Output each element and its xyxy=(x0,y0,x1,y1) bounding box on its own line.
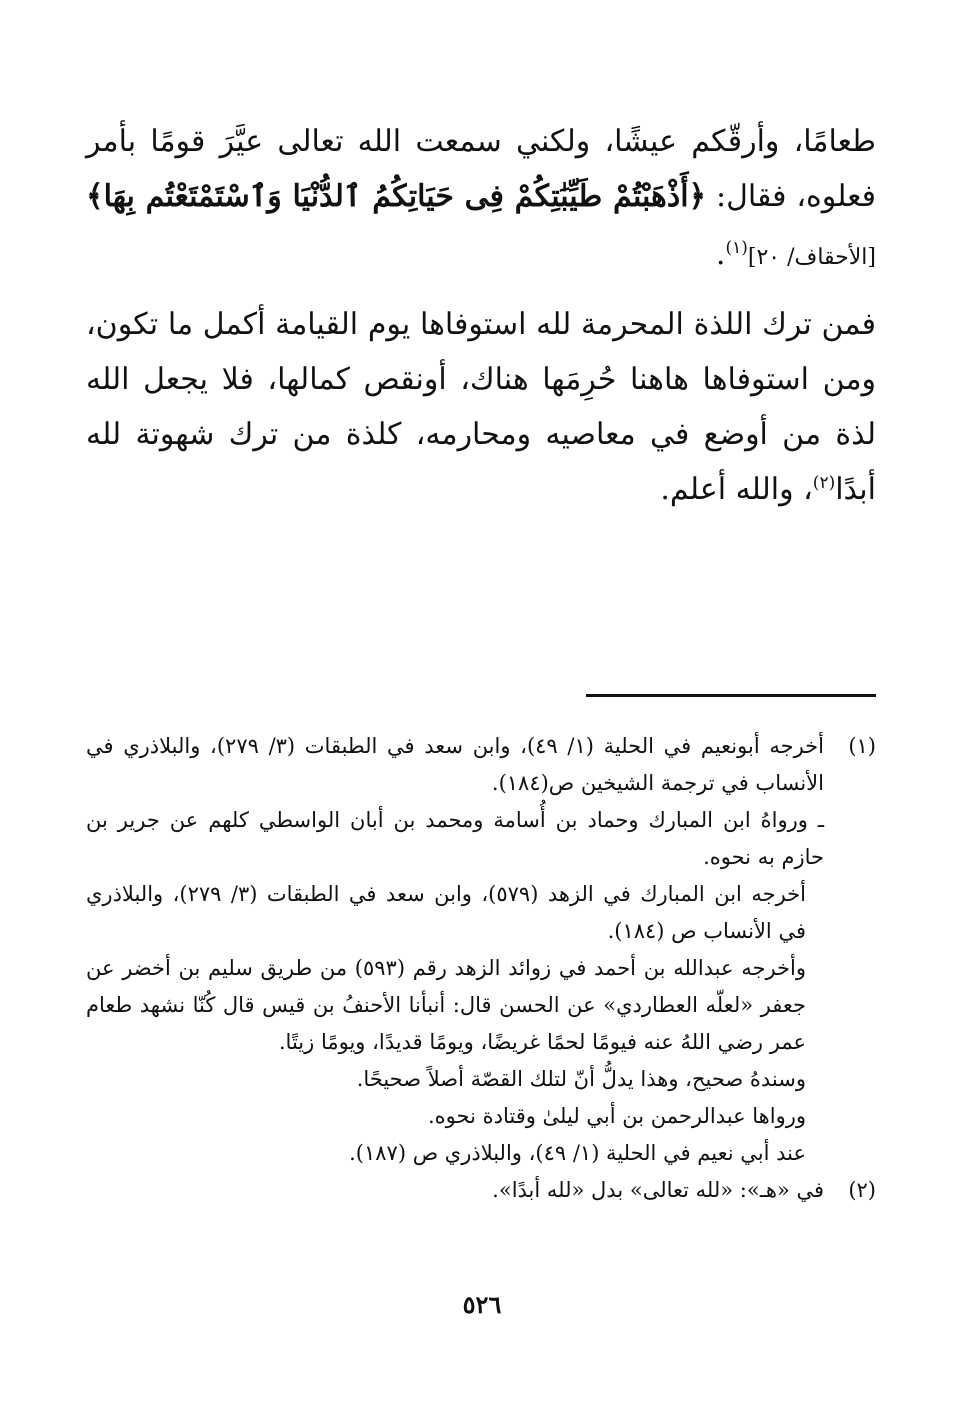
footnote-2 xyxy=(86,1172,876,1209)
footnote-line: في «هـ»: «لله تعالى» بدل «لله أبدًا». xyxy=(492,1178,824,1202)
footnote-line: أخرجه أبونعيم في الحلية (١/ ٤٩)، وابن سعد في الطبقات (٣/ ٢٧٩)، والبلاذري في الأنساب في ترجمة الشيخين ص(١٨٤). xyxy=(86,734,824,795)
footnote-body xyxy=(86,1172,824,1209)
paragraph-2 xyxy=(86,297,876,517)
footnote-marker-1: (١) xyxy=(725,238,748,258)
para1-text: طعامًا، وأرقّكم عيشًا، ولكني سمعت الله تعالى عيَّرَ قومًا بأمر فعلوه، فقال: xyxy=(86,124,876,214)
footnotes xyxy=(86,728,876,1209)
footnote-1 xyxy=(86,728,876,1172)
footnote-line: وسندهُ صحيح، وهذا يدلُّ أنّ لتلك القصّة أصلاً صحيحًا. xyxy=(356,1067,806,1091)
quran-verse: ﴿أَذْهَبْتُمْ طَيِّبَٰتِكُمْ فِى حَيَاتِكُمُ ٱلدُّنْيَا وَٱسْتَمْتَعْتُم بِهَا﴾ xyxy=(86,179,707,214)
footnote-line: ورواها عبدالرحمن بن أبي ليلىٰ وقتادة نحوه. xyxy=(428,1104,806,1128)
footnote-line: أخرجه ابن المبارك في الزهد (٥٧٩)، وابن سعد في الطبقات (٣/ ٢٧٩)، والبلاذري في الأنساب ص (١٨٤). xyxy=(86,882,806,943)
footnote-body xyxy=(86,728,824,1172)
footnote-number: (١) xyxy=(848,734,876,758)
footnote-line: وأخرجه عبدالله بن أحمد في زوائد الزهد رقم (٥٩٣) من طريق سليم بن أخضر عن جعفر «لعلّه العطاردي» عن الحسن قال: أنبأنا الأحنفُ بن قيس قال كُنّا نشهد طعام عمر رضي اللهُ عنه فيومًا لحمًا غريضًا، ويومًا قديدًا، ويومًا زيتًا. xyxy=(86,956,807,1054)
footnote-marker-2: (٢) xyxy=(812,473,836,493)
para2-text: فمن ترك اللذة المحرمة لله استوفاها يوم القيامة أكمل ما تكون، ومن استوفاها هاهنا حُرِمَها هناك، أونقص كمالها، فلا يجعل الله لذة من أوضع في معاصيه ومحارمه، كلذة من ترك شهوتة لله أبدًا xyxy=(86,307,877,507)
para2-end: ، والله أعلم. xyxy=(660,472,813,507)
paragraph-1 xyxy=(86,114,876,285)
footnote-line: ـ ورواهُ ابن المبارك وحماد بن أُسامة ومحمد بن أبان الواسطي كلهم عن جرير بن حازم به نحوه. xyxy=(86,808,824,869)
footnote-separator xyxy=(586,694,876,697)
footnote-line: عند أبي نعيم في الحلية (١/ ٤٩)، والبلاذري ص (١٨٧). xyxy=(349,1141,806,1165)
para1-end: . xyxy=(715,237,726,272)
footnote-number: (٢) xyxy=(848,1178,876,1202)
main-text xyxy=(86,114,876,517)
page-number: ٥٢٦ xyxy=(462,1290,502,1319)
quran-reference: [الأحقاف/ ٢٠] xyxy=(747,245,876,270)
